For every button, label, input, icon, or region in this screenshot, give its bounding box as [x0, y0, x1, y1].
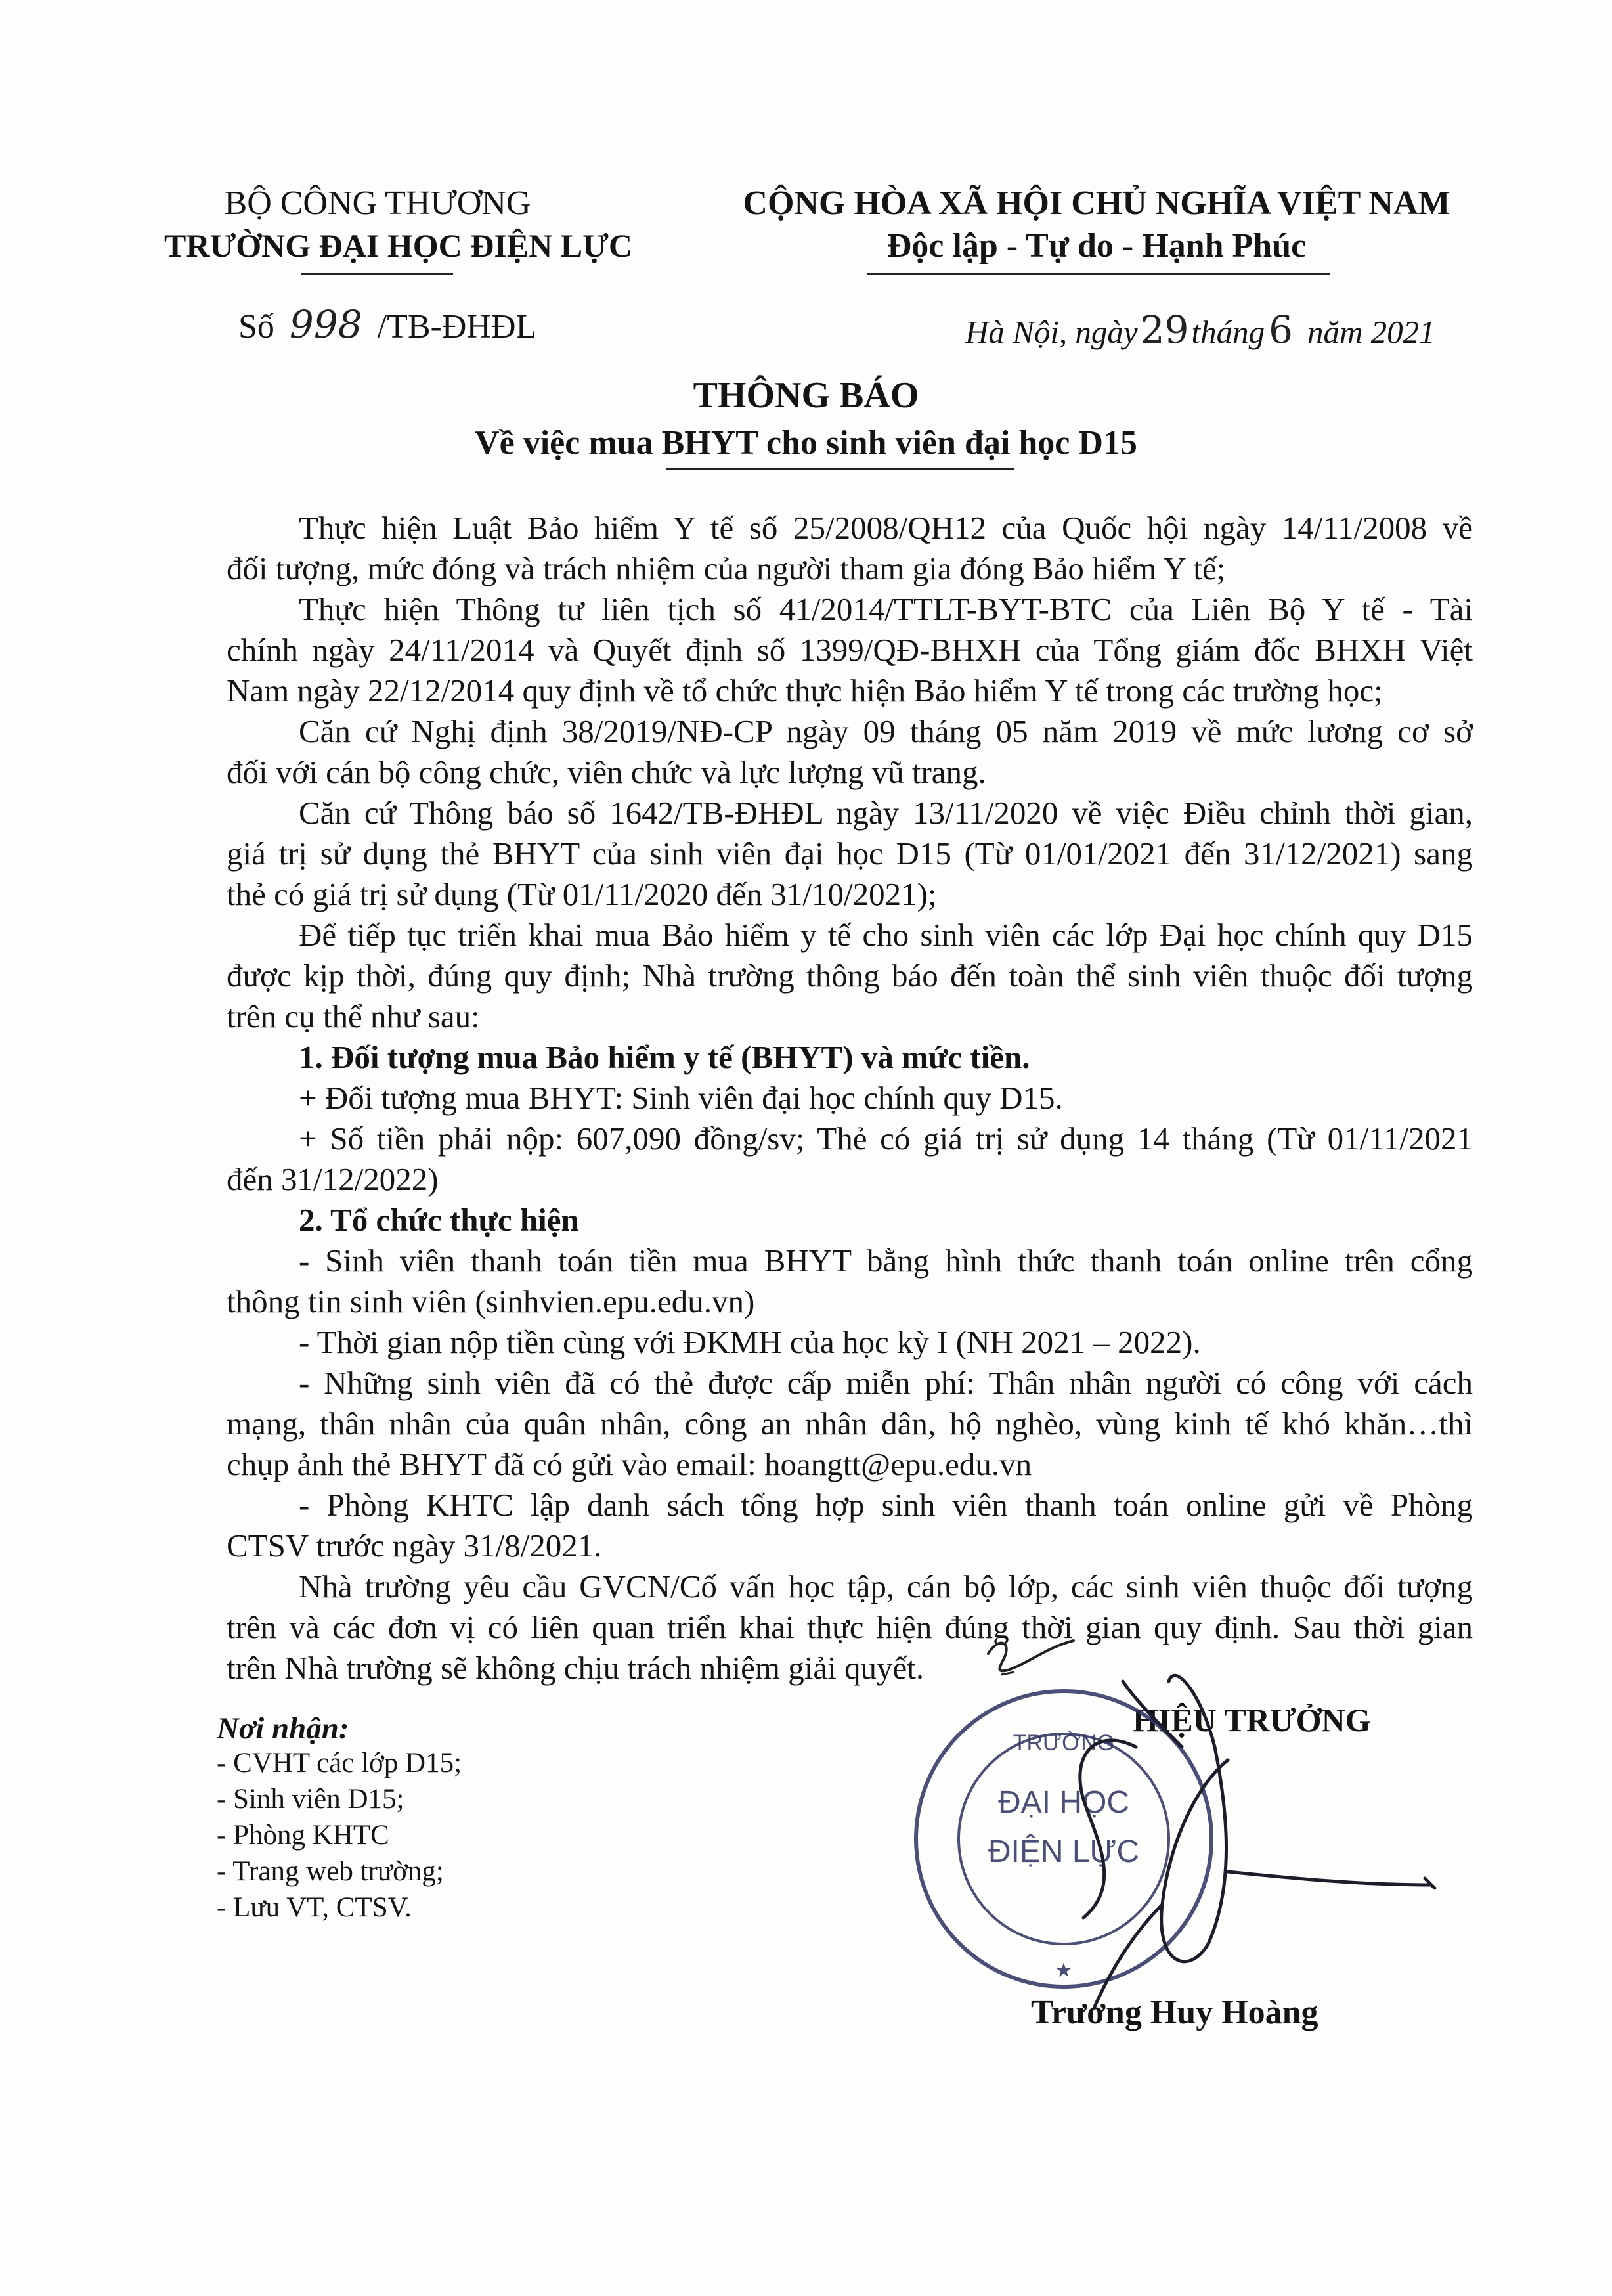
school-name: TRƯỜNG ĐẠI HỌC ĐIỆN LỰC [164, 227, 632, 264]
body-line: đến 31/12/2022) [227, 1161, 439, 1197]
body-line: Nam ngày 22/12/2014 quy định về tổ chức thực hiện Bảo hiểm Y tế trong các trường học; [227, 673, 1383, 709]
notice-title: THÔNG BÁO [693, 375, 919, 416]
body-line: trên Nhà trường sẽ không chịu trách nhiệm giải quyết. [227, 1650, 925, 1686]
body-line: + Số tiền phải nộp: 607,090 đồng/sv; Thẻ có giá trị sử dụng 14 tháng (Từ 01/11/2021 [299, 1120, 1473, 1157]
recipient-item: - Lưu VT, CTSV. [217, 1892, 412, 1923]
recipient-item: - Phòng KHTC [217, 1820, 389, 1851]
recipient-item: - Trang web trường; [217, 1856, 444, 1887]
body-line: CTSV trước ngày 31/8/2021. [227, 1528, 602, 1564]
body-line: giá trị sử dụng thẻ BHYT của sinh viên đại học D15 (Từ 01/01/2021 đến 31/12/2021) sang [227, 835, 1473, 872]
school-underline [301, 273, 453, 275]
date-month-label: tháng [1191, 314, 1265, 350]
document-date [965, 307, 1435, 352]
date-place: Hà Nội, ngày [965, 314, 1138, 350]
body-line: - Những sinh viên đã có thẻ được cấp miễn phí: Thân nhân người có công với cách [299, 1365, 1473, 1401]
body-line: trên cụ thể như sau: [227, 998, 480, 1034]
motto: Độc lập - Tự do - Hạnh Phúc [886, 227, 1307, 265]
date-year: năm 2021 [1307, 314, 1435, 350]
body-line: được kịp thời, đúng quy định; Nhà trường thông báo đến toàn thể sinh viên thuộc đối tượng [227, 958, 1473, 994]
svg-text:TRƯỜNG: TRƯỜNG [1013, 1731, 1115, 1755]
body-line: Căn cứ Thông báo số 1642/TB-ĐHĐL ngày 13/11/2020 về việc Điều chỉnh thời gian, [299, 795, 1473, 831]
number-handwritten: 998 [289, 302, 362, 347]
signer-name: Trương Huy Hoàng [1031, 1994, 1318, 2031]
section-heading-1: 1. Đối tượng mua Bảo hiểm y tế (BHYT) và mức tiền. [299, 1039, 1030, 1075]
body-line: - Thời gian nộp tiền cùng với ĐKMH của học kỳ I (NH 2021 – 2022). [299, 1324, 1201, 1360]
body-line: - Phòng KHTC lập danh sách tổng hợp sinh viên thanh toán online gửi về Phòng [299, 1487, 1473, 1523]
svg-text:ĐIỆN LỰC: ĐIỆN LỰC [988, 1834, 1140, 1869]
motto-underline [867, 273, 1330, 275]
section-heading-2: 2. Tổ chức thực hiện [299, 1202, 579, 1238]
body-line: Căn cứ Nghị định 38/2019/NĐ-CP ngày 09 tháng 05 năm 2019 về mức lương cơ sở [299, 713, 1473, 749]
recipient-item: - Sinh viên D15; [217, 1784, 404, 1815]
recipient-item: - CVHT các lớp D15; [217, 1748, 462, 1778]
body-line: thông tin sinh viên (sinhvien.epu.edu.vn) [227, 1283, 755, 1319]
nation-name: CỘNG HÒA XÃ HỘI CHỦ NGHĨA VIỆT NAM [743, 185, 1450, 222]
body-line: mạng, thân nhân của quân nhân, công an nhân dân, hộ nghèo, vùng kinh tế khó khăn…thì [227, 1405, 1473, 1442]
body-line: Để tiếp tục triển khai mua Bảo hiểm y tế cho sinh viên các lớp Đại học chính quy D15 [299, 917, 1473, 953]
body-line: trên và các đơn vị có liên quan triển khai thực hiện đúng thời gian quy định. Sau thời gian [227, 1609, 1473, 1645]
body-line: đối tượng, mức đóng và trách nhiệm của người tham gia đóng Bảo hiểm Y tế; [227, 550, 1226, 586]
notice-subtitle: Về việc mua BHYT cho sinh viên đại học D15 [475, 424, 1137, 462]
signer-title: HIỆU TRƯỞNG [1133, 1702, 1371, 1738]
date-month-handwritten: 6 [1269, 307, 1294, 352]
body-line: Thực hiện Thông tư liên tịch số 41/2014/TTLT-BYT-BTC của Liên Bộ Y tế - Tài [299, 591, 1473, 627]
body-line: + Đối tượng mua BHYT: Sinh viên đại học chính quy D15. [299, 1080, 1063, 1116]
date-day-handwritten: 29 [1140, 307, 1189, 352]
handwritten-signature [886, 1668, 1477, 2010]
body-line: Thực hiện Luật Bảo hiểm Y tế số 25/2008/QH12 của Quốc hội ngày 14/11/2008 về [299, 510, 1473, 546]
body-line: chụp ảnh thẻ BHYT đã có gửi vào email: hoangtt@epu.edu.vn [227, 1446, 1032, 1482]
body-line: thẻ có giá trị sử dụng (Từ 01/11/2020 đến 31/10/2021); [227, 876, 937, 912]
svg-text:ĐẠI HỌC: ĐẠI HỌC [997, 1785, 1130, 1820]
svg-text:★: ★ [1055, 1960, 1073, 1981]
body-line: - Sinh viên thanh toán tiền mua BHYT bằng hình thức thanh toán online trên cổng [299, 1243, 1473, 1279]
body-line: đối với cán bộ công chức, viên chức và lực lượng vũ trang. [227, 754, 986, 790]
recipients-label: Nơi nhận: [217, 1711, 349, 1746]
subtitle-underline [666, 468, 1014, 470]
document-number [238, 302, 536, 347]
number-prefix: Số [238, 308, 274, 345]
body-line: chính ngày 24/11/2014 và Quyết định số 1399/QĐ-BHXH của Tổng giám đốc BHXH Việt [227, 632, 1473, 668]
body-line: Nhà trường yêu cầu GVCN/Cố vấn học tập, cán bộ lớp, các sinh viên thuộc đối tượng [299, 1568, 1473, 1604]
number-suffix: /TB-ĐHĐL [377, 308, 537, 345]
ministry-name: BỘ CÔNG THƯƠNG [224, 185, 531, 222]
